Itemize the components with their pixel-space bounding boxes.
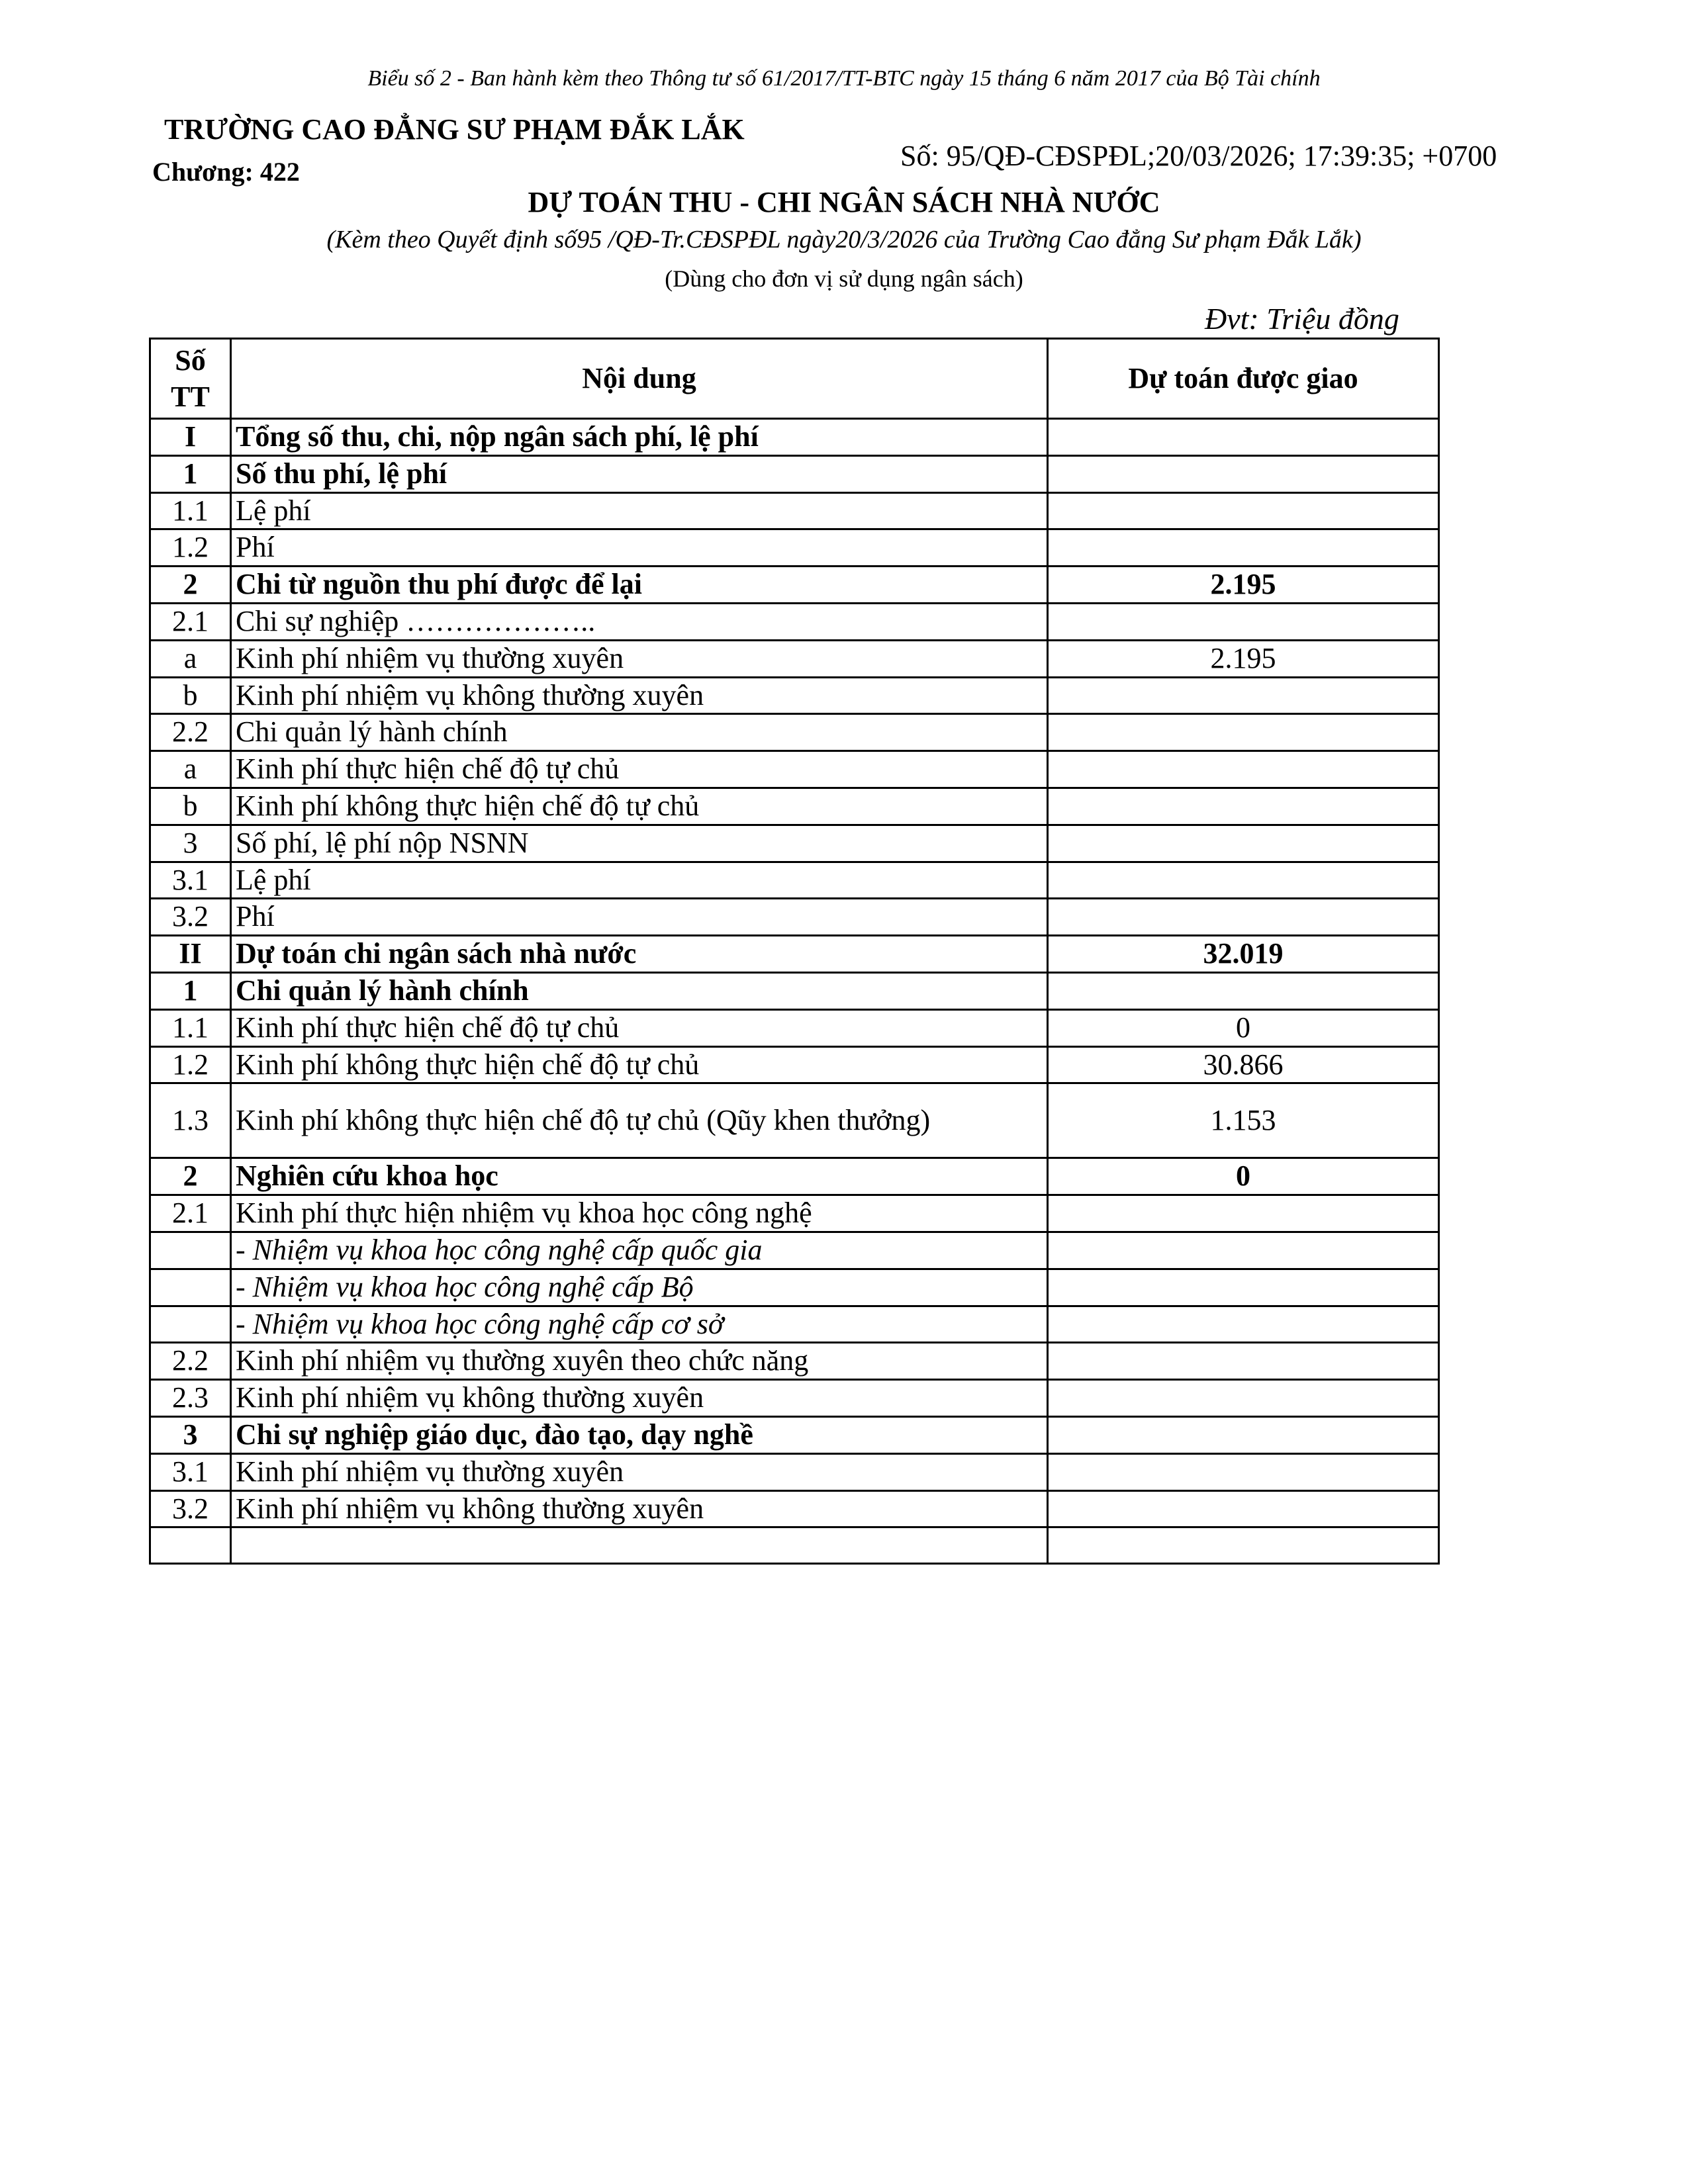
- row-number-cell: 2: [150, 1158, 231, 1195]
- row-content-cell: [231, 1527, 1048, 1564]
- row-value-cell: [1048, 677, 1439, 714]
- table-row: [150, 825, 1439, 862]
- row-number-cell: [150, 1527, 231, 1564]
- row-number-cell: 3: [150, 1416, 231, 1453]
- row-number-cell: 3.1: [150, 1453, 231, 1490]
- row-number-cell: I: [150, 419, 231, 456]
- table-row: [150, 603, 1439, 640]
- table-row: [150, 567, 1439, 604]
- row-value-cell: 1.153: [1048, 1083, 1439, 1158]
- table-row: [150, 1269, 1439, 1306]
- row-value-cell: 30.866: [1048, 1046, 1439, 1083]
- row-number-cell: 1.2: [150, 1046, 231, 1083]
- row-number-cell: a: [150, 751, 231, 788]
- row-content-cell: Kinh phí thực hiện chế độ tự chủ: [231, 1009, 1048, 1046]
- table-row: [150, 1416, 1439, 1453]
- row-value-cell: [1048, 1416, 1439, 1453]
- row-content-cell: Kinh phí thực hiện chế độ tự chủ: [231, 751, 1048, 788]
- row-number-cell: [150, 1269, 231, 1306]
- table-header-row: [150, 339, 1439, 419]
- unit-label: Đvt: Triệu đồng: [1205, 302, 1399, 336]
- row-value-cell: 32.019: [1048, 936, 1439, 973]
- row-value-cell: [1048, 972, 1439, 1009]
- document-subtitle: (Kèm theo Quyết định số95 /QĐ-Tr.CĐSPĐL ngày20/3/2026 của Trường Cao đẳng Sư phạm Đắk Lắk): [326, 226, 1362, 253]
- table-row: [150, 1343, 1439, 1380]
- row-content-cell: Kinh phí nhiệm vụ không thường xuyên: [231, 1380, 1048, 1417]
- row-content-cell: Chi quản lý hành chính: [231, 714, 1048, 751]
- row-number-cell: 1: [150, 972, 231, 1009]
- table-row: [150, 714, 1439, 751]
- row-value-cell: [1048, 862, 1439, 899]
- table-row: [150, 1527, 1439, 1564]
- table-row: [150, 899, 1439, 936]
- table-row: [150, 492, 1439, 529]
- row-value-cell: [1048, 603, 1439, 640]
- row-value-cell: 2.195: [1048, 567, 1439, 604]
- row-number-cell: 2.3: [150, 1380, 231, 1417]
- table-row: [150, 936, 1439, 973]
- row-number-cell: 3.2: [150, 1490, 231, 1527]
- row-content-cell: Kinh phí thực hiện nhiệm vụ khoa học công nghệ: [231, 1195, 1048, 1232]
- table-row: [150, 529, 1439, 567]
- table-row: [150, 1380, 1439, 1417]
- row-content-cell: Kinh phí nhiệm vụ thường xuyên theo chức năng: [231, 1343, 1048, 1380]
- table-row: [150, 1195, 1439, 1232]
- row-content-cell: - Nhiệm vụ khoa học công nghệ cấp cơ sở: [231, 1306, 1048, 1343]
- row-number-cell: 2.2: [150, 1343, 231, 1380]
- table-row: [150, 1009, 1439, 1046]
- row-content-cell: Tổng số thu, chi, nộp ngân sách phí, lệ phí: [231, 419, 1048, 456]
- column-header-no-line2: TT: [171, 381, 210, 413]
- table-row: [150, 455, 1439, 492]
- row-content-cell: Phí: [231, 529, 1048, 567]
- row-value-cell: [1048, 1195, 1439, 1232]
- row-number-cell: 1.2: [150, 529, 231, 567]
- form-reference-note: Biểu số 2 - Ban hành kèm theo Thông tư số 61/2017/TT-BTC ngày 15 tháng 6 năm 2017 của Bộ Tài chính: [367, 66, 1321, 91]
- table-row: [150, 751, 1439, 788]
- row-number-cell: 3.2: [150, 899, 231, 936]
- row-value-cell: [1048, 455, 1439, 492]
- row-number-cell: 1.3: [150, 1083, 231, 1158]
- column-header-value: Dự toán được giao: [1048, 339, 1439, 419]
- table-row: [150, 1158, 1439, 1195]
- column-header-no-line1: Số: [175, 344, 206, 377]
- row-value-cell: [1048, 788, 1439, 825]
- budget-table: [149, 338, 1440, 1565]
- table-row: [150, 1232, 1439, 1269]
- column-header-no: [150, 339, 231, 419]
- row-content-cell: Chi sự nghiệp giáo dục, đào tạo, dạy nghề: [231, 1416, 1048, 1453]
- row-number-cell: 3: [150, 825, 231, 862]
- row-number-cell: 1.1: [150, 492, 231, 529]
- row-content-cell: Kinh phí nhiệm vụ không thường xuyên: [231, 1490, 1048, 1527]
- row-content-cell: Số phí, lệ phí nộp NSNN: [231, 825, 1048, 862]
- row-content-cell: Chi sự nghiệp ………………..: [231, 603, 1048, 640]
- row-content-cell: Dự toán chi ngân sách nhà nước: [231, 936, 1048, 973]
- row-value-cell: [1048, 1232, 1439, 1269]
- table-row: [150, 677, 1439, 714]
- column-header-content: Nội dung: [231, 339, 1048, 419]
- row-content-cell: Chi từ nguồn thu phí được để lại: [231, 567, 1048, 604]
- row-content-cell: Kinh phí không thực hiện chế độ tự chủ: [231, 788, 1048, 825]
- row-value-cell: [1048, 714, 1439, 751]
- row-value-cell: 0: [1048, 1158, 1439, 1195]
- table-row: [150, 862, 1439, 899]
- school-name: TRƯỜNG CAO ĐẲNG SƯ PHẠM ĐẮK LẮK: [164, 113, 745, 146]
- table-row: [150, 419, 1439, 456]
- row-number-cell: 2.1: [150, 1195, 231, 1232]
- row-number-cell: 2: [150, 567, 231, 604]
- table-row: [150, 1083, 1439, 1158]
- row-number-cell: b: [150, 788, 231, 825]
- table-row: [150, 788, 1439, 825]
- row-number-cell: 2.1: [150, 603, 231, 640]
- table-body: [150, 419, 1439, 1564]
- row-value-cell: [1048, 1306, 1439, 1343]
- row-content-cell: - Nhiệm vụ khoa học công nghệ cấp Bộ: [231, 1269, 1048, 1306]
- row-content-cell: Kinh phí không thực hiện chế độ tự chủ: [231, 1046, 1048, 1083]
- row-value-cell: [1048, 899, 1439, 936]
- row-number-cell: 1: [150, 455, 231, 492]
- table-row: [150, 640, 1439, 677]
- row-content-cell: Phí: [231, 899, 1048, 936]
- row-value-cell: [1048, 492, 1439, 529]
- row-value-cell: [1048, 1527, 1439, 1564]
- row-number-cell: 3.1: [150, 862, 231, 899]
- row-value-cell: [1048, 1453, 1439, 1490]
- row-number-cell: II: [150, 936, 231, 973]
- row-number-cell: [150, 1232, 231, 1269]
- usage-note: (Dùng cho đơn vị sử dụng ngân sách): [665, 265, 1023, 292]
- row-value-cell: [1048, 825, 1439, 862]
- row-content-cell: Chi quản lý hành chính: [231, 972, 1048, 1009]
- row-content-cell: Kinh phí nhiệm vụ thường xuyên: [231, 1453, 1048, 1490]
- row-number-cell: a: [150, 640, 231, 677]
- table-row: [150, 972, 1439, 1009]
- row-value-cell: [1048, 1343, 1439, 1380]
- row-content-cell: Nghiên cứu khoa học: [231, 1158, 1048, 1195]
- row-value-cell: 2.195: [1048, 640, 1439, 677]
- document-number-stamp: Số: 95/QĐ-CĐSPĐL;20/03/2026; 17:39:35; +0700: [900, 140, 1497, 172]
- row-content-cell: Kinh phí nhiệm vụ thường xuyên: [231, 640, 1048, 677]
- row-content-cell: Lệ phí: [231, 492, 1048, 529]
- row-number-cell: [150, 1306, 231, 1343]
- chapter-code: Chương: 422: [152, 157, 300, 187]
- table-row: [150, 1046, 1439, 1083]
- row-content-cell: Số thu phí, lệ phí: [231, 455, 1048, 492]
- row-content-cell: - Nhiệm vụ khoa học công nghệ cấp quốc gia: [231, 1232, 1048, 1269]
- table-row: [150, 1306, 1439, 1343]
- table-row: [150, 1453, 1439, 1490]
- row-number-cell: 1.1: [150, 1009, 231, 1046]
- row-value-cell: [1048, 529, 1439, 567]
- row-value-cell: [1048, 1490, 1439, 1527]
- row-value-cell: 0: [1048, 1009, 1439, 1046]
- row-content-cell: Kinh phí nhiệm vụ không thường xuyên: [231, 677, 1048, 714]
- row-content-cell: Kinh phí không thực hiện chế độ tự chủ (Qũy khen thưởng): [231, 1083, 1048, 1158]
- row-number-cell: 2.2: [150, 714, 231, 751]
- row-number-cell: b: [150, 677, 231, 714]
- document-title: DỰ TOÁN THU - CHI NGÂN SÁCH NHÀ NƯỚC: [528, 186, 1160, 218]
- row-value-cell: [1048, 751, 1439, 788]
- row-value-cell: [1048, 1269, 1439, 1306]
- table-row: [150, 1490, 1439, 1527]
- row-content-cell: Lệ phí: [231, 862, 1048, 899]
- row-value-cell: [1048, 419, 1439, 456]
- row-value-cell: [1048, 1380, 1439, 1417]
